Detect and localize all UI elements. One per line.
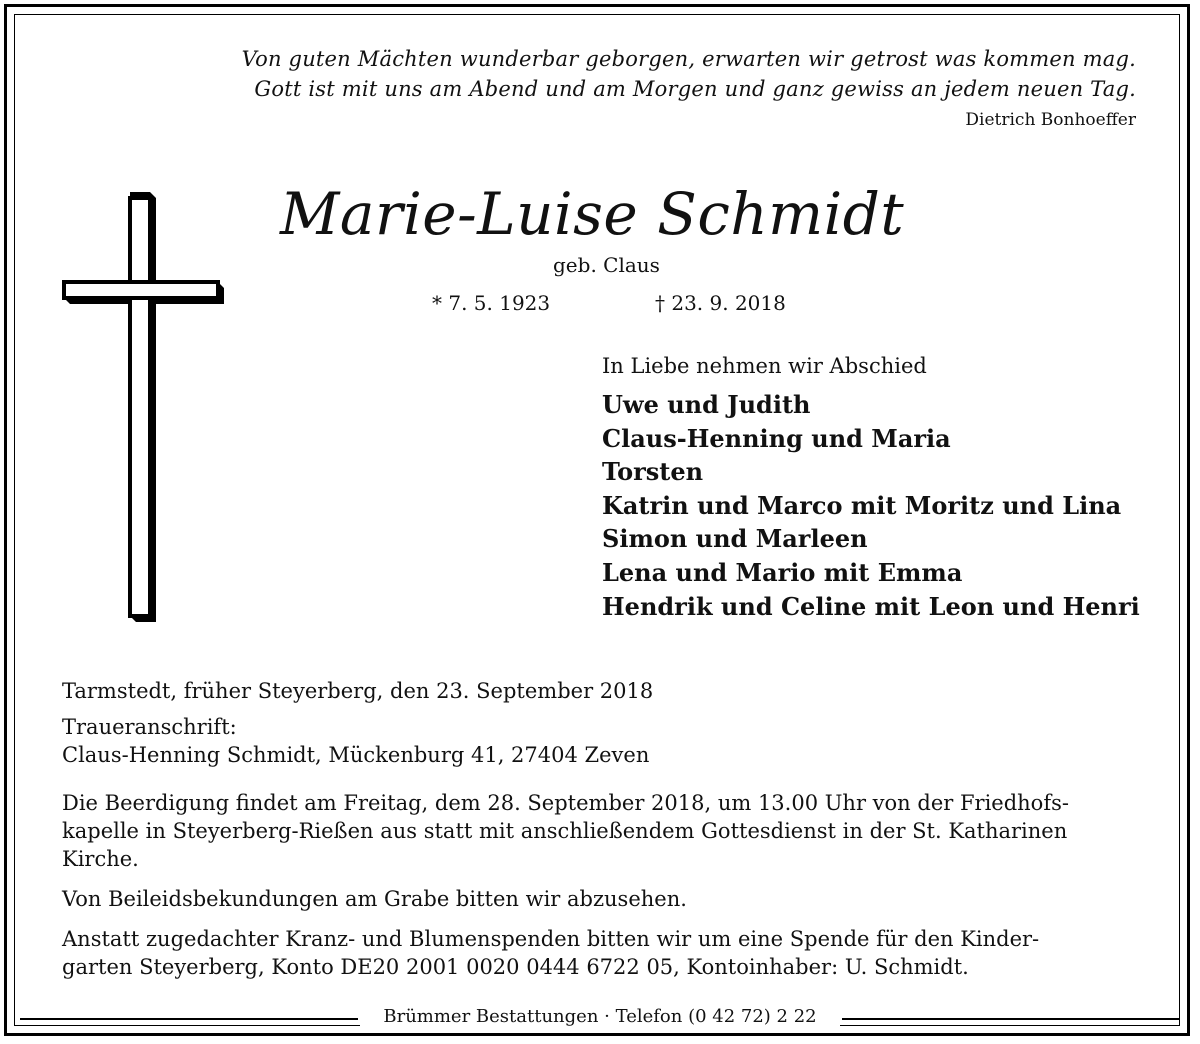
condolence-note: Von Beileidsbekundungen am Grabe bitten wir abzusehen.	[62, 887, 687, 911]
mourner-entry: Uwe und Judith	[602, 390, 811, 419]
mourners-list	[602, 388, 1140, 623]
farewell-intro: In Liebe nehmen wir Abschied	[602, 354, 927, 378]
funeral-home-footer: Brümmer Bestattungen · Telefon (0 42 72) 2 22	[360, 1006, 840, 1027]
donation-line-2: garten Steyerberg, Konto DE20 2001 0020 0444 6722 05, Kontoinhaber: U. Schmidt.	[62, 955, 969, 979]
donation-line-1: Anstatt zugedachter Kranz- und Blumenspenden bitten wir um eine Spende für den Kinder-	[62, 927, 1040, 951]
mourner-entry: Claus-Henning und Maria	[602, 423, 951, 453]
birth-name: geb. Claus	[553, 253, 660, 277]
mourner-entry: Katrin und Marco mit Moritz und Lina	[602, 490, 1122, 520]
footer-rule-left	[20, 1018, 358, 1020]
mourning-address: Claus-Henning Schmidt, Mückenburg 41, 27404 Zeven	[62, 743, 650, 767]
place-date: Tarmstedt, früher Steyerberg, den 23. September 2018	[62, 679, 654, 703]
quote-line-1: Von guten Mächten wunderbar geborgen, erwarten wir getrost was kommen mag.	[241, 47, 1136, 71]
funeral-notice	[62, 789, 1142, 873]
mourner-entry: Lena und Mario mit Emma	[602, 557, 963, 587]
death-date: † 23. 9. 2018	[655, 291, 786, 315]
donation-note	[62, 925, 1142, 981]
quote-line-2: Gott ist mit uns am Abend und am Morgen und ganz gewiss an jedem neuen Tag.	[254, 77, 1136, 101]
footer-rule-right	[842, 1018, 1180, 1020]
quote	[242, 44, 1136, 104]
funeral-line-3: Kirche.	[62, 847, 139, 871]
birth-date: * 7. 5. 1923	[432, 291, 551, 315]
mourner-entry: Simon und Marleen	[602, 524, 868, 554]
mourner-entry: Hendrik und Celine mit Leon und Henri	[602, 591, 1140, 621]
deceased-name: Marie-Luise Schmidt	[280, 180, 905, 248]
address-label: Traueranschrift:	[62, 715, 237, 739]
quote-author: Dietrich Bonhoeffer	[965, 110, 1136, 130]
cross-icon	[58, 192, 228, 622]
mourner-entry: Torsten	[602, 457, 704, 487]
funeral-line-1: Die Beerdigung findet am Freitag, dem 28. September 2018, um 13.00 Uhr von der Friedhofs-	[62, 791, 1069, 815]
funeral-line-2: kapelle in Steyerberg-Rießen aus statt mit anschließendem Gottesdienst in der St. Katharinen	[62, 819, 1068, 843]
